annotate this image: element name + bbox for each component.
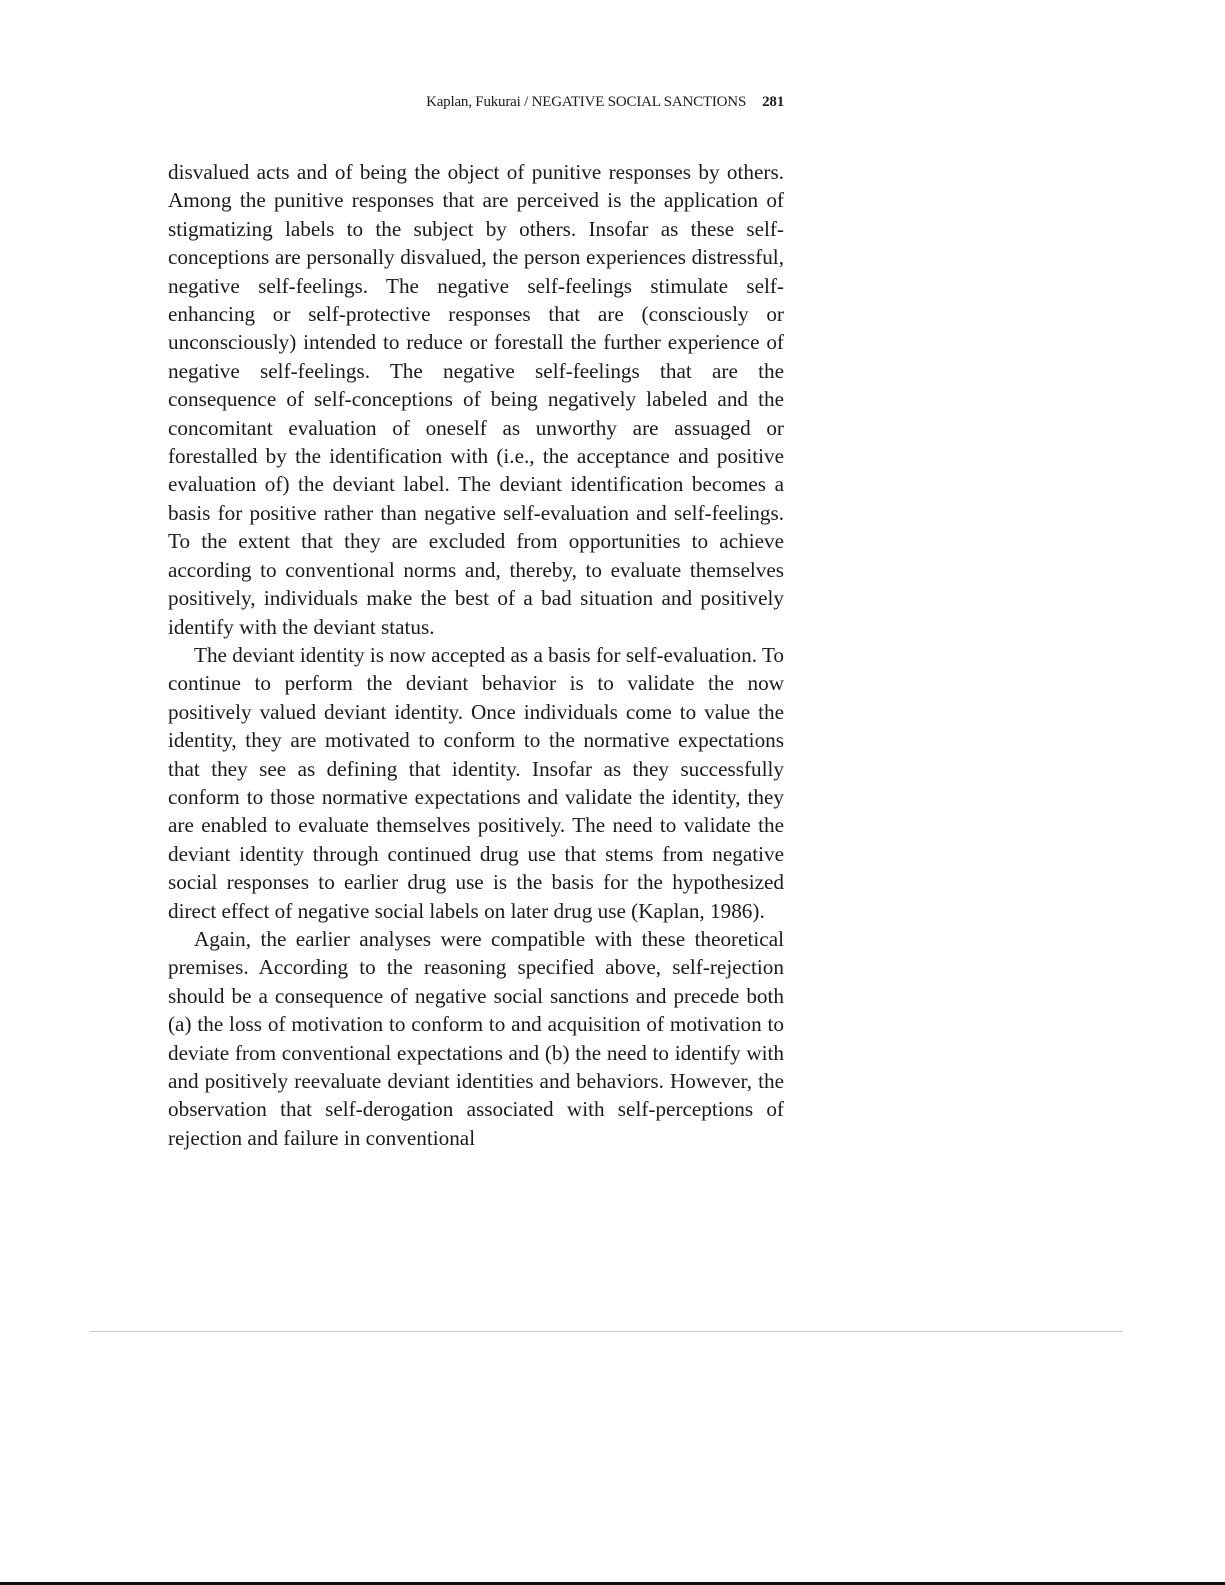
paragraph-deviant-identity: The deviant identity is now accepted as a basis for self-evaluation. To continue to perform the deviant behavior is to validate the now positively valued deviant identity. Once individuals come to value the identity, they are motivated to conform to the normative expectations that they see as defining that identity. Insofar as they successfully conform to those normative expectations and validate the identity, they are enabled to evaluate themselves positively. The need to validate the deviant identity through continued drug use that stems from negative social responses to earlier drug use is the basis for the hypothesized direct effect of negative social labels on later drug use (Kaplan, 1986). bbox=[168, 642, 785, 923]
paragraph-earlier-analyses: Again, the earlier analyses were compatible with these theoretical premises. According to the reasoning specified above, self-rejection should be a consequence of negative social sanctions and precede both (a) the loss of motivation to conform to and acquisition of motivation to deviate from conventional expectations and (b) the need to identify with and positively reevaluate deviant identities and behaviors. However, the observation that self-derogation associated with self-perceptions of rejection and failure in conventional bbox=[168, 926, 784, 1150]
scan-edge-line bbox=[90, 1331, 1122, 1332]
body-text bbox=[168, 158, 784, 1152]
page-number: 281 bbox=[762, 94, 784, 110]
page-header bbox=[168, 94, 784, 111]
paragraph-continuation: disvalued acts and of being the object of punitive responses by others. Among the punitive responses that are perceived is the application of stigmatizing labels to the subject by others. Insofar as these self-conceptions are personally disvalued, the person experiences distressful, negative self-feelings. The negative self-feelings stimulate self-enhancing or self-protective responses that are (consciously or unconsciously) intended to reduce or forestall the further experience of negative self-feelings. The negative self-feelings that are the consequence of self-conceptions of being negatively labeled and the concomitant evaluation of oneself as unworthy are assuaged or forestalled by the identification with (i.e., the acceptance and positive evaluation of) the deviant label. The deviant identification becomes a basis for positive rather than negative self-evaluation and self-feelings. To the extent that they are excluded from opportunities to achieve according to conventional norms and, thereby, to evaluate themselves positively, individuals make the best of a bad situation and positively identify with the deviant status. bbox=[168, 160, 784, 639]
running-head: Kaplan, Fukurai / NEGATIVE SOCIAL SANCTIONS bbox=[426, 94, 747, 110]
